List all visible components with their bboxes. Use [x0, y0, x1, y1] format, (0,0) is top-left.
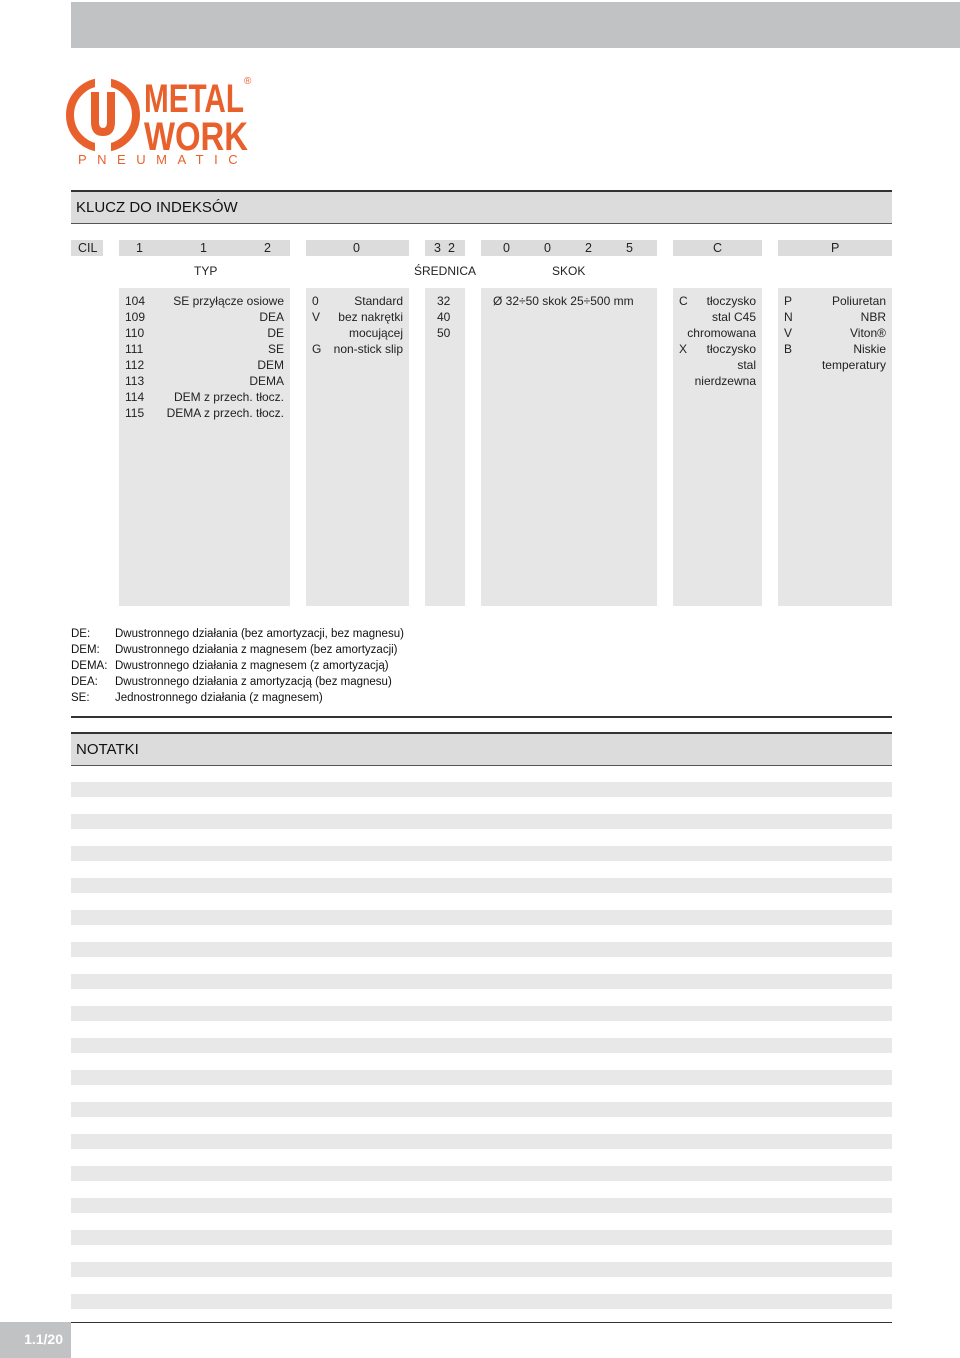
- seal-desc: Viton®: [850, 326, 886, 340]
- divider-rule: [71, 716, 892, 718]
- metal-work-logo: [66, 74, 256, 170]
- notes-line: [71, 1230, 892, 1245]
- notes-line: [71, 1102, 892, 1117]
- seal-desc: NBR: [860, 310, 886, 324]
- notes-line: [71, 942, 892, 957]
- code-stroke-digit: 0: [503, 241, 510, 255]
- code-seal-cell: [778, 240, 892, 256]
- typ-code: 115: [125, 406, 145, 420]
- registered-mark: ®: [244, 76, 252, 87]
- seal-code: B: [784, 342, 793, 356]
- code-seal: P: [831, 241, 840, 255]
- typ-desc: DEMA z przech. tłocz.: [166, 406, 284, 420]
- typ-code: 110: [125, 326, 145, 340]
- legend-key: DEM:: [71, 644, 100, 656]
- seal-code: V: [784, 326, 793, 340]
- typ-code: 113: [125, 374, 145, 388]
- notes-line: [71, 1070, 892, 1085]
- notes-line: [71, 1294, 892, 1309]
- rod-options-column: [673, 288, 762, 606]
- code-stroke-cell: [481, 240, 657, 256]
- rod-code: C: [679, 294, 688, 308]
- legend-text: Dwustronnego działania z amortyzacją (bez magnesu): [115, 676, 392, 688]
- notes-line: [71, 1134, 892, 1149]
- seal-code: N: [784, 310, 793, 324]
- metal-work-wordmark: [144, 74, 256, 158]
- legend-key: DEA:: [71, 676, 98, 688]
- notes-line: [71, 846, 892, 861]
- notes-line: [71, 1006, 892, 1021]
- legend-text: Dwustronnego działania z magnesem (bez amortyzacji): [115, 644, 398, 656]
- version-options-column: [306, 288, 409, 606]
- version-desc: non-stick slip: [333, 342, 403, 356]
- legend-text: Dwustronnego działania z magnesem (z amortyzacją): [115, 660, 389, 672]
- seal-code: P: [784, 294, 793, 308]
- seal-options-column: [778, 288, 892, 606]
- typ-desc: DEMA: [249, 374, 284, 388]
- notes-line: [71, 974, 892, 989]
- code-stroke-digit: 0: [544, 241, 551, 255]
- notes-line: [71, 1262, 892, 1277]
- legend-key: DE:: [71, 628, 91, 640]
- code-typ-digit: 1: [136, 241, 143, 255]
- typ-code: 112: [125, 358, 145, 372]
- footer-rule: [71, 1322, 892, 1323]
- seal-desc: Poliuretan: [831, 294, 886, 308]
- diameter-options-column: [425, 288, 465, 606]
- legend-key: SE:: [71, 692, 90, 704]
- diameter-option: 50: [437, 326, 451, 340]
- typ-desc: SE przyłącze osiowe: [173, 294, 284, 308]
- typ-code: 104: [125, 294, 146, 308]
- stroke-range-text: Ø 32÷50 skok 25÷500 mm: [493, 294, 634, 308]
- rod-desc: tłoczysko: [706, 294, 756, 308]
- typ-code: 109: [125, 310, 146, 324]
- rod-desc: chromowana: [687, 326, 756, 340]
- version-desc: Standard: [354, 294, 403, 308]
- page-number-tab: [0, 1322, 71, 1358]
- code-stroke-digit: 2: [585, 241, 592, 255]
- notes-line: [71, 1166, 892, 1181]
- code-diameter-cell: [425, 240, 465, 256]
- notes-section-title: NOTATKI: [76, 741, 139, 758]
- code-prefix: CIL: [78, 241, 98, 255]
- typ-code: 114: [125, 390, 145, 404]
- top-header-bar: [71, 2, 960, 48]
- code-rod: C: [713, 241, 723, 255]
- notes-line: [71, 1198, 892, 1213]
- legend-text: Dwustronnego działania (bez amortyzacji, bez magnesu): [115, 628, 404, 640]
- notes-line: [71, 878, 892, 893]
- rod-desc: stal C45: [711, 310, 756, 324]
- typ-options-column: [119, 288, 290, 606]
- rod-desc: stal: [737, 358, 756, 372]
- legend-key: DEMA:: [71, 660, 108, 672]
- code-typ-digit: 1: [200, 241, 207, 255]
- version-code: V: [312, 310, 321, 324]
- key-section-title: KLUCZ DO INDEKSÓW: [76, 199, 238, 216]
- code-typ-digit: 2: [264, 241, 271, 255]
- diameter-option: 32: [437, 294, 451, 308]
- notes-line: [71, 782, 892, 797]
- typ-desc: DEA: [259, 310, 284, 324]
- diameter-option: 40: [437, 310, 451, 324]
- typ-code: 111: [125, 342, 144, 356]
- code-prefix-cell: [71, 240, 103, 256]
- page-number: 1.1/20: [24, 1331, 63, 1347]
- version-desc: bez nakrętki: [338, 310, 403, 324]
- rod-code: X: [679, 342, 688, 356]
- notes-line: [71, 910, 892, 925]
- label-stroke: SKOK: [552, 264, 586, 278]
- logo-line2: WORK: [144, 115, 249, 158]
- code-version-cell: [306, 240, 409, 256]
- version-code: G: [312, 342, 322, 356]
- notes-line: [71, 1038, 892, 1053]
- seal-desc: Niskie: [853, 342, 886, 356]
- code-stroke-digit: 5: [626, 241, 633, 255]
- code-diameter-digit: 3: [434, 241, 441, 255]
- notes-line: [71, 814, 892, 829]
- version-code: 0: [312, 294, 319, 308]
- key-section-header: [71, 190, 892, 224]
- label-typ: TYP: [194, 264, 218, 278]
- metal-work-logo-mark-icon: [66, 78, 140, 152]
- code-diameter-digit: 2: [448, 241, 455, 255]
- notes-section-header: [71, 732, 892, 766]
- typ-desc: DEM z przech. tłocz.: [173, 390, 284, 404]
- rod-desc: nierdzewna: [694, 374, 756, 388]
- typ-desc: SE: [267, 342, 284, 356]
- rod-desc: tłoczysko: [706, 342, 756, 356]
- stroke-options-column: [481, 288, 657, 606]
- legend-text: Jednostronnego działania (z magnesem): [115, 692, 323, 704]
- seal-desc: temperatury: [821, 358, 886, 372]
- logo-subtitle: PNEUMATIC: [78, 152, 249, 167]
- logo-line1: METAL: [144, 77, 244, 121]
- typ-desc: DE: [267, 326, 284, 340]
- code-typ-cell: [119, 240, 290, 256]
- label-diameter: ŚREDNICA: [414, 264, 477, 278]
- typ-desc: DEM: [257, 358, 284, 372]
- code-version-digit: 0: [353, 241, 360, 255]
- code-rod-cell: [673, 240, 762, 256]
- version-desc: mocującej: [348, 326, 403, 340]
